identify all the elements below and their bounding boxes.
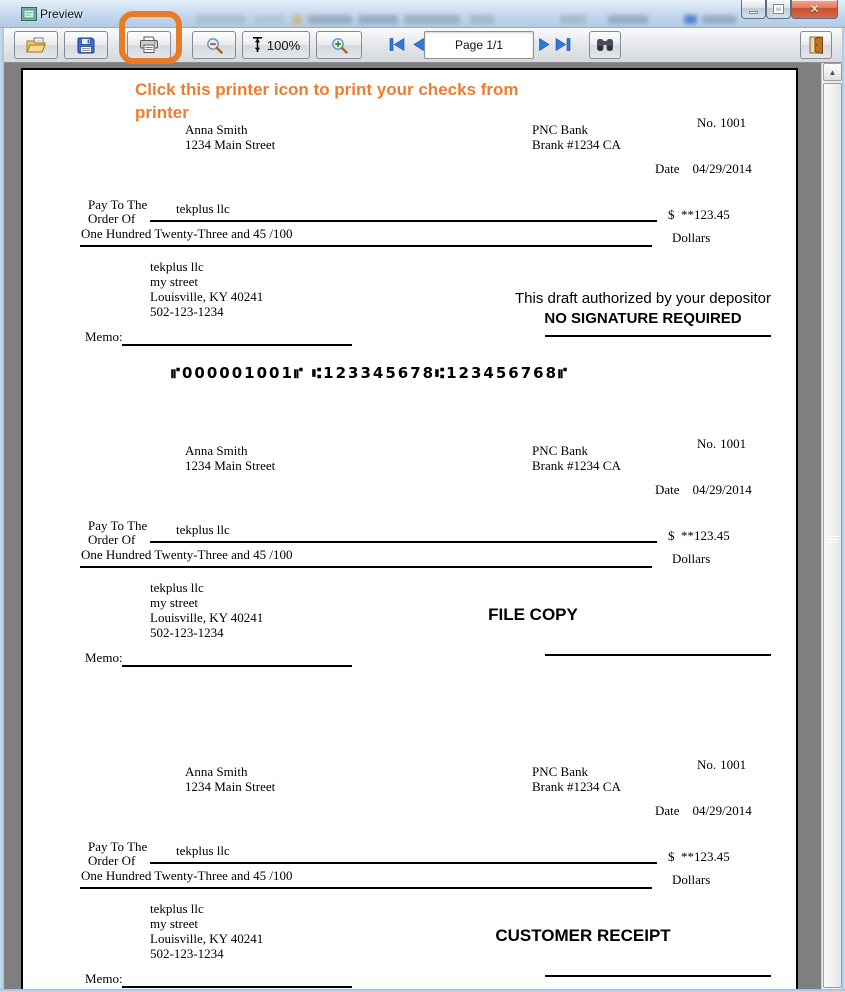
pay-to-label: Pay To The Order Of	[88, 839, 148, 868]
bank-branch: Brank #1234 CA	[532, 779, 621, 794]
background-blur	[308, 15, 352, 24]
dollars-label: Dollars	[672, 551, 711, 566]
document-page	[21, 68, 798, 992]
payee-address: tekplus llc my street Louisville, KY 40241 502-123-1234	[150, 901, 264, 961]
background-blur	[608, 15, 648, 24]
amount-numeric: $ **123.45	[668, 849, 730, 864]
first-page-button[interactable]	[388, 37, 406, 52]
search-button[interactable]	[589, 31, 621, 59]
annotation-text: Click this printer icon to print your checks from printer	[135, 80, 519, 122]
background-blur	[358, 15, 398, 24]
background-blur	[196, 15, 246, 24]
printer-icon	[139, 36, 159, 54]
scrollbar-thumb[interactable]	[823, 83, 842, 988]
close-icon: ✕	[809, 2, 820, 16]
amount-words-line	[80, 868, 652, 889]
scroll-up-button[interactable]	[823, 63, 842, 81]
background-blur	[470, 15, 494, 24]
minimize-icon	[749, 11, 758, 14]
maximize-button[interactable]	[766, 0, 791, 19]
payer-name: Anna Smith	[185, 122, 248, 137]
amount-words: One Hundred Twenty-Three and 45 /100	[81, 547, 293, 562]
close-button[interactable]	[791, 0, 838, 19]
check-number: No. 1001	[697, 436, 747, 451]
check-number: No. 1001	[697, 115, 747, 130]
minimize-button[interactable]	[741, 0, 766, 19]
bank-branch: Brank #1234 CA	[532, 137, 621, 152]
check-number: No. 1001	[697, 757, 747, 772]
bank-name: PNC Bank	[532, 122, 588, 137]
search-binoculars-icon	[596, 38, 614, 52]
toolbar	[4, 28, 842, 63]
last-page-button[interactable]	[554, 37, 572, 52]
background-blur	[292, 15, 302, 24]
memo-line	[122, 653, 352, 667]
page-indicator[interactable]	[424, 31, 534, 59]
page-indicator-label: Page 1/1	[454, 38, 504, 52]
print-button[interactable]	[127, 31, 171, 59]
amount-words: One Hundred Twenty-Three and 45 /100	[81, 868, 293, 883]
payer-street: 1234 Main Street	[185, 458, 276, 473]
check-section-top	[23, 115, 796, 443]
dollars-label: Dollars	[672, 872, 711, 887]
open-document-button[interactable]	[14, 31, 58, 59]
payee-name: tekplus llc	[176, 201, 230, 216]
background-blur	[684, 15, 697, 24]
check-section-file-copy	[23, 436, 796, 764]
amount-words-line	[80, 226, 652, 247]
payee-name: tekplus llc	[176, 522, 230, 537]
payee-address: tekplus llc my street Louisville, KY 40241 502-123-1234	[150, 580, 264, 640]
check-date: Date 04/29/2014	[655, 161, 752, 176]
open-document-icon	[26, 37, 46, 54]
background-blur	[560, 15, 586, 24]
exit-door-icon	[808, 36, 825, 54]
vertical-scrollbar[interactable]	[821, 63, 842, 992]
payer-street: 1234 Main Street	[185, 779, 276, 794]
zoom-in-icon	[331, 37, 348, 54]
background-blur	[404, 15, 460, 24]
title-bar	[0, 0, 845, 28]
pay-to-label: Pay To The Order Of	[88, 197, 148, 226]
memo-line	[122, 974, 352, 988]
save-button[interactable]	[64, 31, 108, 59]
previous-page-icon	[412, 38, 425, 51]
payee-name: tekplus llc	[176, 843, 230, 858]
signature-line	[545, 963, 771, 977]
zoom-in-button[interactable]	[316, 31, 362, 59]
zoom-out-icon	[206, 37, 223, 54]
customer-receipt-label: CUSTOMER RECEIPT	[495, 926, 671, 945]
authorization-note: This draft authorized by your depositor NO SIGNATURE REQUIRED	[515, 290, 771, 327]
bank-branch: Brank #1234 CA	[532, 458, 621, 473]
check-date: Date 04/29/2014	[655, 803, 752, 818]
dollars-label: Dollars	[672, 230, 711, 245]
pay-to-label: Pay To The Order Of	[88, 518, 148, 547]
payee-line	[150, 513, 657, 543]
payer-name: Anna Smith	[185, 764, 248, 779]
payee-address: tekplus llc my street Louisville, KY 40241 502-123-1234	[150, 259, 264, 319]
file-copy-label: FILE COPY	[488, 605, 578, 624]
payer-name: Anna Smith	[185, 443, 248, 458]
zoom-level-button[interactable]	[242, 31, 310, 59]
background-blur	[702, 15, 736, 24]
memo-line	[122, 332, 352, 346]
first-page-icon	[389, 38, 405, 51]
memo-label: Memo:	[85, 650, 123, 665]
payee-line	[150, 192, 657, 222]
micr-line: ⑈000001001⑈ ⑆123345678⑆123456768⑈	[171, 364, 570, 382]
amount-words: One Hundred Twenty-Three and 45 /100	[81, 226, 293, 241]
actual-size-icon	[252, 36, 263, 54]
scroll-up-icon: ▲	[828, 67, 837, 77]
last-page-icon	[555, 38, 571, 51]
signature-line	[545, 642, 771, 656]
background-blur	[254, 15, 284, 24]
memo-label: Memo:	[85, 971, 123, 986]
exit-preview-button[interactable]	[800, 31, 832, 59]
payer-street: 1234 Main Street	[185, 137, 276, 152]
print-preview-icon	[21, 7, 37, 26]
payee-line	[150, 834, 657, 864]
zoom-level-label: 100%	[266, 37, 301, 53]
amount-words-line	[80, 547, 652, 568]
signature-line	[545, 323, 771, 337]
zoom-out-button[interactable]	[192, 31, 236, 59]
memo-label: Memo:	[85, 329, 123, 344]
check-section-customer-receipt	[23, 757, 796, 992]
window-title: Preview	[40, 7, 83, 21]
next-page-button[interactable]	[535, 37, 553, 52]
preview-canvas	[4, 63, 821, 992]
bank-name: PNC Bank	[532, 443, 588, 458]
amount-numeric: $ **123.45	[668, 207, 730, 222]
bank-name: PNC Bank	[532, 764, 588, 779]
next-page-icon	[538, 38, 551, 51]
save-icon	[77, 37, 95, 54]
amount-numeric: $ **123.45	[668, 528, 730, 543]
check-date: Date 04/29/2014	[655, 482, 752, 497]
maximize-icon	[774, 5, 783, 13]
scrollbar-grip	[828, 536, 839, 545]
